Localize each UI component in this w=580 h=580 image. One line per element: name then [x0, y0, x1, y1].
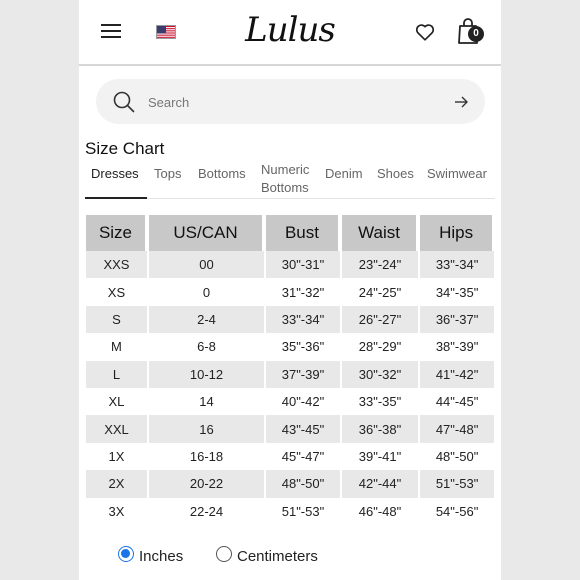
bag-count-badge: 0 [468, 26, 484, 42]
inches-radio[interactable] [118, 546, 134, 562]
table-cell: 54"-56" [435, 503, 479, 519]
size-chart-page [79, 0, 501, 580]
table-row [86, 333, 494, 360]
magnifier-icon[interactable] [112, 90, 136, 114]
unit-option-inches[interactable] [118, 546, 228, 566]
column-header: Size [86, 215, 147, 251]
table-cell: 42"-44" [342, 470, 418, 497]
table-cell: 00 [149, 251, 264, 278]
table-cell: 14 [199, 394, 214, 410]
column-header: US/CAN [149, 215, 264, 251]
active-tab-indicator [85, 197, 147, 199]
table-cell: 16 [149, 415, 264, 442]
table-cell: 3X [108, 503, 125, 519]
unit-label: Centimeters [237, 548, 318, 565]
size-chart-title: Size Chart [85, 139, 165, 158]
table-cell: 44"-45" [435, 394, 479, 410]
table-cell: 40"-42" [281, 394, 325, 410]
table-cell: S [86, 306, 147, 333]
table-cell: 20-22 [149, 470, 264, 497]
search-bar [96, 79, 485, 124]
table-cell: 2X [86, 470, 147, 497]
table-cell: 1X [108, 448, 125, 464]
hamburger-menu-icon[interactable] [101, 22, 123, 40]
table-cell: 31"-32" [281, 284, 325, 300]
tab-denim[interactable]: Denim [325, 166, 363, 181]
tab-numeric-bottoms[interactable]: Numeric Bottoms [261, 162, 310, 195]
table-cell: 51"-53" [281, 503, 325, 519]
column-header: Hips [420, 215, 494, 251]
site-header [79, 0, 501, 66]
tab-shoes[interactable]: Shoes [377, 166, 414, 181]
table-row [86, 415, 494, 442]
table-cell: 24"-25" [358, 284, 402, 300]
table-cell: 47"-48" [420, 415, 494, 442]
table-cell: 6-8 [197, 339, 216, 355]
table-cell: 43"-45" [266, 415, 340, 442]
table-cell: 30"-31" [266, 251, 340, 278]
table-cell: 26"-27" [342, 306, 418, 333]
size-table [84, 215, 496, 525]
table-cell: XS [107, 284, 126, 300]
table-cell: 33"-34" [420, 251, 494, 278]
table-row [86, 251, 494, 278]
table-cell: 22-24 [189, 503, 224, 519]
size-category-tabs [85, 161, 495, 199]
table-cell: 41"-42" [420, 361, 494, 388]
table-row [86, 306, 494, 333]
table-cell: 0 [202, 284, 211, 300]
table-cell: 10-12 [149, 361, 264, 388]
table-cell: 36"-38" [342, 415, 418, 442]
table-row [86, 470, 494, 497]
table-cell: XXS [86, 251, 147, 278]
table-cell: 37"-39" [266, 361, 340, 388]
unit-option-centimeters[interactable] [216, 546, 356, 566]
lulus-logo[interactable]: Lulus [245, 10, 335, 50]
table-row [86, 443, 494, 470]
tab-tops[interactable]: Tops [154, 166, 182, 181]
table-cell: 23"-24" [342, 251, 418, 278]
table-cell: 36"-37" [420, 306, 494, 333]
tab-swimwear[interactable]: Swimwear [427, 166, 487, 181]
table-cell: 39"-41" [358, 448, 402, 464]
table-row [86, 361, 494, 388]
table-cell: 46"-48" [358, 503, 402, 519]
table-cell: 34"-35" [435, 284, 479, 300]
table-header-row [86, 215, 494, 251]
table-cell: 35"-36" [281, 339, 325, 355]
column-header: Waist [342, 215, 418, 251]
table-cell: 48"-50" [266, 470, 340, 497]
table-cell: 45"-47" [281, 448, 325, 464]
unit-label: Inches [139, 548, 184, 565]
table-row [86, 498, 494, 525]
table-row [86, 388, 494, 415]
table-cell: M [111, 339, 122, 355]
table-cell: L [86, 361, 147, 388]
arrow-right-icon[interactable] [453, 94, 469, 110]
us-flag-icon[interactable] [156, 25, 176, 39]
table-row [86, 278, 494, 305]
table-cell: 2-4 [149, 306, 264, 333]
table-cell: 16-18 [189, 448, 224, 464]
column-header: Bust [266, 215, 340, 251]
tab-bottoms[interactable]: Bottoms [198, 166, 246, 181]
table-cell: 48"-50" [435, 448, 479, 464]
table-cell: 28"-29" [358, 339, 402, 355]
table-cell: 33"-34" [266, 306, 340, 333]
centimeters-radio[interactable] [216, 546, 232, 562]
table-body [86, 251, 494, 525]
table-cell: 38"-39" [435, 339, 479, 355]
table-cell: 33"-35" [358, 394, 402, 410]
table-cell: 30"-32" [342, 361, 418, 388]
heart-icon[interactable] [414, 21, 436, 43]
table-cell: XXL [86, 415, 147, 442]
tab-dresses[interactable]: Dresses [91, 166, 139, 181]
table-cell: 51"-53" [420, 470, 494, 497]
table-cell: XL [108, 394, 125, 410]
search-input[interactable] [148, 91, 438, 113]
